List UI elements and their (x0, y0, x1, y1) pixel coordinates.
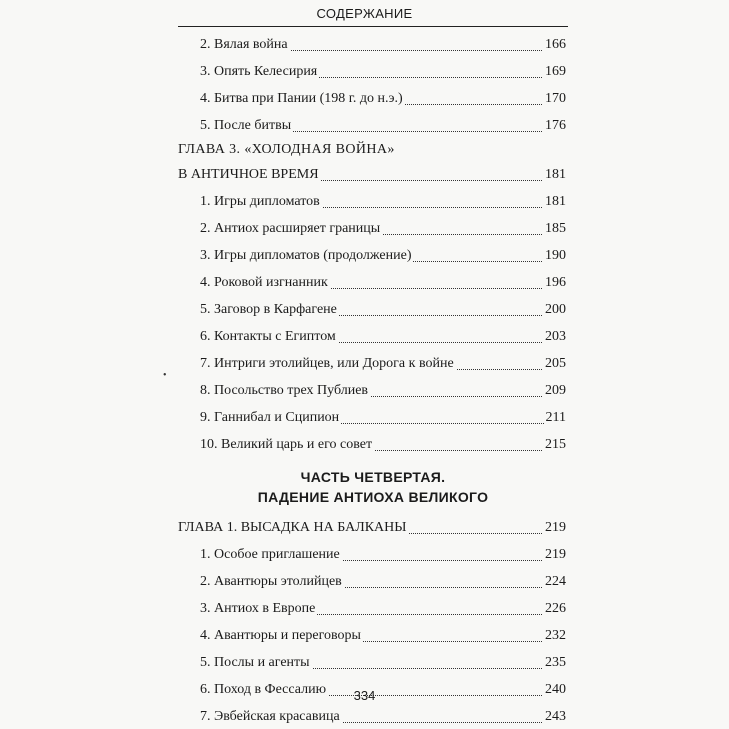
chapter-3-title-line1: ГЛАВА 3. «ХОЛОДНАЯ ВОЙНА» (178, 142, 395, 157)
part-4-heading (178, 457, 568, 513)
toc-entry (178, 111, 568, 138)
chapter-1-heading (178, 513, 568, 540)
chapter-3-page: 181 (545, 167, 566, 182)
toc-entry-page: 240 (545, 682, 566, 697)
toc-entry-page: 203 (545, 329, 566, 344)
toc-entry-title: 5. Заговор в Карфагене (200, 302, 337, 317)
toc-entry-title: 3. Опять Келесирия (200, 64, 318, 79)
chapter-3-heading-line2 (178, 160, 568, 187)
toc-entry-page: 205 (545, 356, 566, 371)
toc-entry-title: 5. Послы и агенты (200, 655, 310, 670)
toc-entry (178, 621, 568, 648)
toc-entry-title: 10. Великий царь и его совет (200, 437, 373, 452)
toc-entry-page: 200 (545, 302, 566, 317)
toc-entry-page: 215 (545, 437, 566, 452)
toc-entry-title: 6. Контакты с Египтом (200, 329, 336, 344)
toc-entry (178, 430, 568, 457)
toc-entry-title: 5. После битвы (200, 118, 292, 133)
page-number: 334 (353, 688, 376, 703)
toc-entry-page: 185 (545, 221, 566, 236)
header-rule (178, 26, 568, 27)
toc-entry (178, 594, 568, 621)
chapter-1-page: 219 (545, 520, 566, 535)
toc-entry-title: 2. Вялая война (200, 37, 288, 52)
chapter-3-items (178, 187, 568, 457)
chapter-1-title: ГЛАВА 1. ВЫСАДКА НА БАЛКАНЫ (178, 520, 407, 535)
chapter-3-title-line2: В АНТИЧНОЕ ВРЕМЯ (178, 167, 319, 182)
toc-entry-title: 7. Интриги этолийцев, или Дорога к войне (200, 356, 454, 371)
toc-entry-page: 232 (545, 628, 566, 643)
toc-entry-title: 4. Битва при Пании (198 г. до н.э.) (200, 91, 403, 106)
toc-block-continued (178, 30, 568, 138)
toc-entry-title: 7. Эвбейская красавица (200, 709, 340, 724)
toc-entry (178, 214, 568, 241)
toc-entry-page: 219 (545, 547, 566, 562)
part-4-title-line1: ЧАСТЬ ЧЕТВЕРТАЯ. (300, 469, 446, 485)
toc-entry-title: 8. Посольство трех Публиев (200, 383, 369, 398)
toc-entry (178, 322, 568, 349)
margin-mark: • (163, 370, 167, 381)
toc-entry-title: 6. Поход в Фессалию (200, 682, 327, 697)
toc-entry-page: 181 (545, 194, 566, 209)
toc-entry (178, 295, 568, 322)
toc-entry-title: 4. Роковой изгнанник (200, 275, 328, 290)
toc-entry-page: 209 (545, 383, 566, 398)
toc-entry-title: 2. Антиох расширяет границы (200, 221, 381, 236)
toc-entry (178, 648, 568, 675)
toc-entry (178, 84, 568, 111)
toc-entry-title: 2. Авантюры этолийцев (200, 574, 342, 589)
table-of-contents (178, 30, 568, 729)
part-4-title-line2: ПАДЕНИЕ АНТИОХА ВЕЛИКОГО (257, 489, 489, 505)
toc-entry-title: 9. Ганнибал и Сципион (200, 410, 340, 425)
toc-entry (178, 540, 568, 567)
toc-entry (178, 30, 568, 57)
toc-entry (178, 702, 568, 729)
toc-entry-page: 166 (545, 37, 566, 52)
toc-entry-page: 190 (545, 248, 566, 263)
toc-entry-page: 196 (545, 275, 566, 290)
toc-entry-title: 3. Антиох в Европе (200, 601, 316, 616)
running-header: СОДЕРЖАНИЕ (316, 6, 413, 21)
toc-entry-title: 4. Авантюры и переговоры (200, 628, 361, 643)
chapter-3-heading-line1 (178, 138, 568, 160)
toc-entry-page: 235 (545, 655, 566, 670)
toc-entry-page: 211 (545, 410, 566, 425)
toc-entry (178, 403, 568, 430)
toc-entry-title: 1. Игры дипломатов (200, 194, 320, 209)
toc-entry-page: 170 (545, 91, 566, 106)
toc-entry-title: 1. Особое приглашение (200, 547, 340, 562)
toc-entry-page: 169 (545, 64, 566, 79)
toc-entry (178, 241, 568, 268)
toc-entry (178, 567, 568, 594)
toc-entry (178, 268, 568, 295)
toc-entry-page: 224 (545, 574, 566, 589)
toc-entry-page: 176 (545, 118, 566, 133)
toc-entry-page: 243 (545, 709, 566, 724)
toc-entry (178, 376, 568, 403)
toc-entry-title: 3. Игры дипломатов (продолжение) (200, 248, 412, 263)
toc-entry (178, 349, 568, 376)
toc-entry-page: 226 (545, 601, 566, 616)
toc-entry (178, 187, 568, 214)
toc-entry (178, 57, 568, 84)
